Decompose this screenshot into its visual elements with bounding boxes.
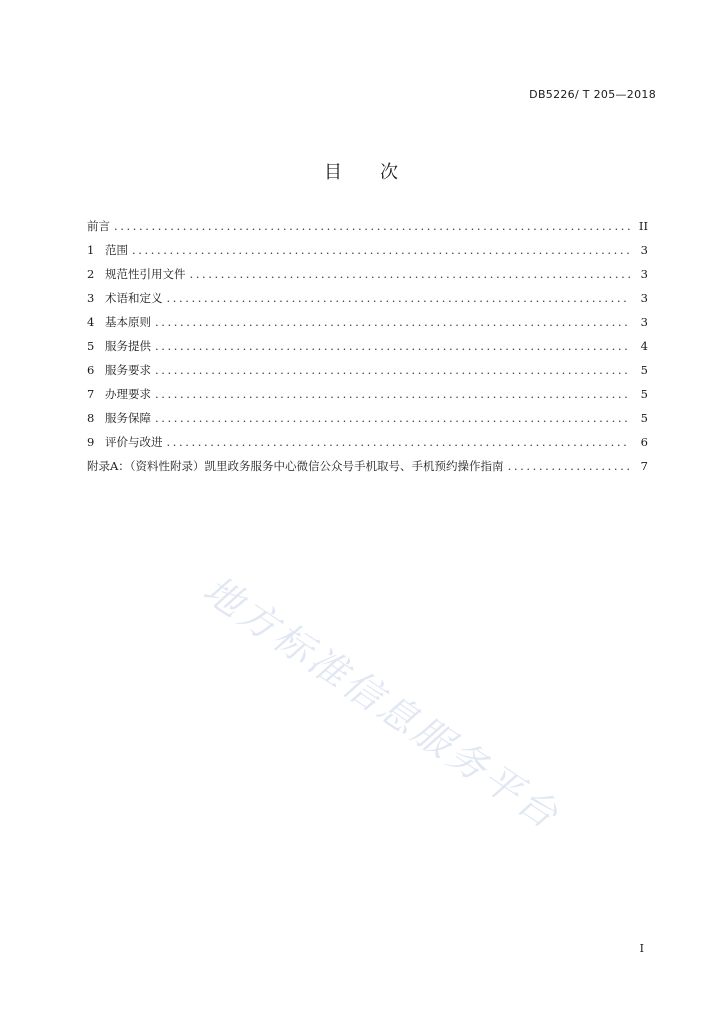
toc-leader-dots [167,434,631,450]
toc-entry-page: 3 [640,291,648,305]
toc-entry-9[interactable] [87,434,648,458]
page-number: I [639,942,644,955]
toc-leader-dots [167,290,631,306]
toc-leader-dots [190,266,631,282]
toc-entry-page: 5 [640,363,648,377]
page-title-left: 目 [324,162,344,183]
toc-entry-1[interactable] [87,242,648,266]
toc-entry-page: 7 [640,459,648,473]
watermark: 地方标准信息服务平台 [195,567,569,839]
toc-entry-label: 服务提供 [105,339,151,353]
toc-entry-page: 6 [640,435,648,449]
toc-entry-appendix-a[interactable] [87,458,648,482]
toc-entry-page: 3 [640,315,648,329]
toc-entry-7[interactable] [87,386,648,410]
toc-entry-number: 8 [87,411,95,425]
table-of-contents [87,218,648,482]
toc-entry-page: 5 [640,411,648,425]
toc-leader-dots [155,338,630,354]
toc-leader-dots [508,458,630,474]
toc-entry-page: 4 [640,339,648,353]
toc-leader-dots [114,218,630,234]
toc-entry-6[interactable] [87,362,648,386]
toc-entry-label: 办理要求 [105,387,151,401]
toc-entry-page: 3 [640,243,648,257]
toc-entry-5[interactable] [87,338,648,362]
toc-entry-4[interactable] [87,314,648,338]
toc-entry-label: 规范性引用文件 [105,267,186,281]
toc-entry-3[interactable] [87,290,648,314]
toc-entry-number: 4 [87,315,95,329]
toc-entry-number: 6 [87,363,95,377]
toc-leader-dots [132,242,630,258]
toc-entry-number: 1 [87,243,95,257]
toc-entry-number: 2 [87,267,95,281]
toc-entry-number: 9 [87,435,95,449]
toc-entry-page: 5 [640,387,648,401]
toc-leader-dots [155,362,630,378]
toc-entry-label: 附录A：（资料性附录）凯里政务服务中心微信公众号手机取号、手机预约操作指南 [87,459,504,473]
toc-entry-label: 术语和定义 [105,291,163,305]
toc-entry-label: 服务保障 [105,411,151,425]
page-title-right: 次 [380,162,400,183]
toc-entry-2[interactable] [87,266,648,290]
toc-entry-8[interactable] [87,410,648,434]
toc-entry-label: 基本原则 [105,315,151,329]
toc-entry-foreword[interactable] [87,218,648,242]
toc-leader-dots [155,314,630,330]
page-title [0,158,724,184]
toc-entry-label: 评价与改进 [105,435,163,449]
toc-leader-dots [155,386,630,402]
toc-leader-dots [155,410,630,426]
toc-entry-number: 3 [87,291,95,305]
toc-entry-label: 服务要求 [105,363,151,377]
toc-entry-page: 3 [640,267,648,281]
document-code: DB5226/ T 205—2018 [529,88,656,101]
toc-entry-number: 7 [87,387,95,401]
toc-entry-page: II [638,219,648,233]
toc-entry-label: 前言 [87,219,110,233]
toc-entry-label: 范围 [105,243,128,257]
toc-entry-number: 5 [87,339,95,353]
